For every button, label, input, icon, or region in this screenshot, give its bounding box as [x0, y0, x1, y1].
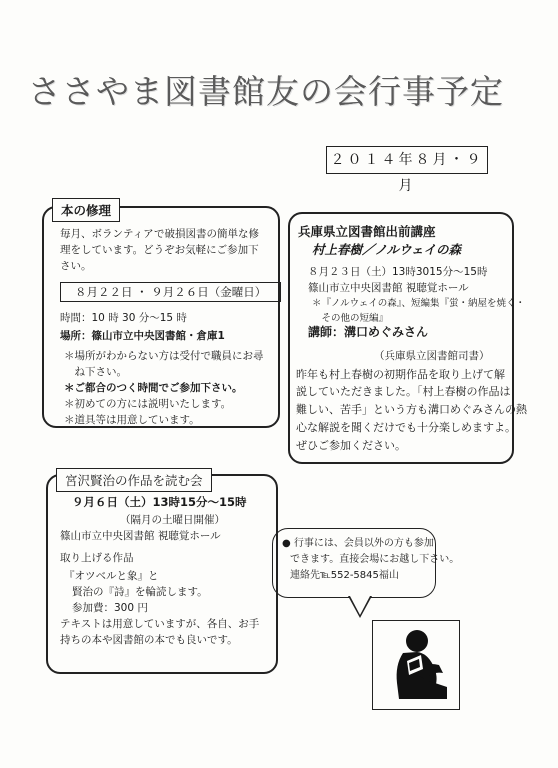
lecture-lecturer: 講師：溝口めぐみさん	[308, 325, 429, 339]
notice-line: できます。直接会場にお越し下さい。	[290, 554, 460, 565]
lecture-body-line: ぜひご参加ください。	[296, 439, 406, 452]
lecture-text: その他の短編』	[312, 313, 389, 324]
repair-title: 本の修理	[52, 198, 120, 222]
notice-line: 連絡先℡552-5845福山	[290, 570, 399, 581]
repair-note: ＊道具等は用意しています。	[64, 414, 200, 426]
miyazawa-venue: 篠山市立中央図書館 視聴覚ホール	[60, 530, 221, 542]
lecture-text: ＊『ノルウェイの森』、短編集『蛍・納屋を焼く・	[312, 298, 525, 309]
lecture-datetime: ８月２３日（土）13時3015分～15時	[308, 266, 488, 278]
repair-note: ＊初めての方には説明いたします。	[64, 398, 232, 410]
repair-note: ね下さい。	[64, 366, 127, 378]
date-badge: ２０１４年８月・９月	[326, 146, 488, 174]
repair-period: ８月２２日 ・ ９月２６日（金曜日）	[60, 282, 281, 302]
repair-time: 時間：10 時 30 分～15 時	[60, 312, 187, 324]
miyazawa-fee: 参加費：300 円	[72, 602, 148, 614]
lecture-body-line: 説していただきました。「村上春樹の作品は	[296, 385, 511, 398]
repair-note: ＊場所がわからない方は受付で職員にお尋	[64, 350, 264, 362]
page-title: ささやま図書館友の会行事予定	[28, 72, 504, 111]
repair-desc-line: さい。	[60, 260, 92, 272]
reading-child-icon	[373, 621, 458, 708]
repair-note: ＊ご都合のつく時間でご参加下さい。	[64, 382, 243, 394]
repair-desc-line: 理をしています。どうぞお気軽にご参加下	[60, 244, 259, 256]
miyazawa-work: 『オツベルと象』と	[64, 570, 159, 582]
lecture-body-line: 昨年も村上春樹の初期作品を取り上げて解	[296, 368, 505, 381]
miyazawa-datetime: ９月６日（土）13時15分～15時	[72, 495, 247, 509]
lecture-body-line: 心な解説を聞くだけでも十分楽しめますよ。	[296, 421, 516, 434]
miyazawa-work: 賢治の『詩』を輪読します。	[72, 586, 208, 598]
miyazawa-works-label: 取り上げる作品	[60, 552, 134, 564]
miyazawa-note: （隔月の土曜日開催）	[120, 514, 225, 526]
lecture-venue: 篠山市立中央図書館 視聴覚ホール	[308, 282, 469, 294]
miyazawa-title: 宮沢賢治の作品を読む会	[56, 468, 212, 492]
repair-place: 場所：篠山市立中央図書館・倉庫1	[60, 330, 225, 342]
miyazawa-body-line: 持ちの本や図書館の本でも良いです。	[60, 634, 238, 646]
reading-child-illustration	[372, 620, 460, 710]
lecture-subtitle: 村上春樹／ノルウェイの森	[312, 242, 462, 257]
lecture-body-line: 難しい、苦手」という方も溝口めぐみさんの熱	[296, 403, 527, 416]
notice-line: ● 行事には、会員以外の方も参加	[282, 538, 434, 549]
miyazawa-body-line: テキストは用意していますが、各自、お手	[60, 618, 260, 630]
repair-desc-line: 毎月、ボランティアで破損図書の簡単な修	[60, 228, 259, 240]
lecture-title: 兵庫県立図書館出前講座	[298, 224, 436, 239]
lecture-affiliation: （兵庫県立図書館司書）	[374, 350, 490, 362]
